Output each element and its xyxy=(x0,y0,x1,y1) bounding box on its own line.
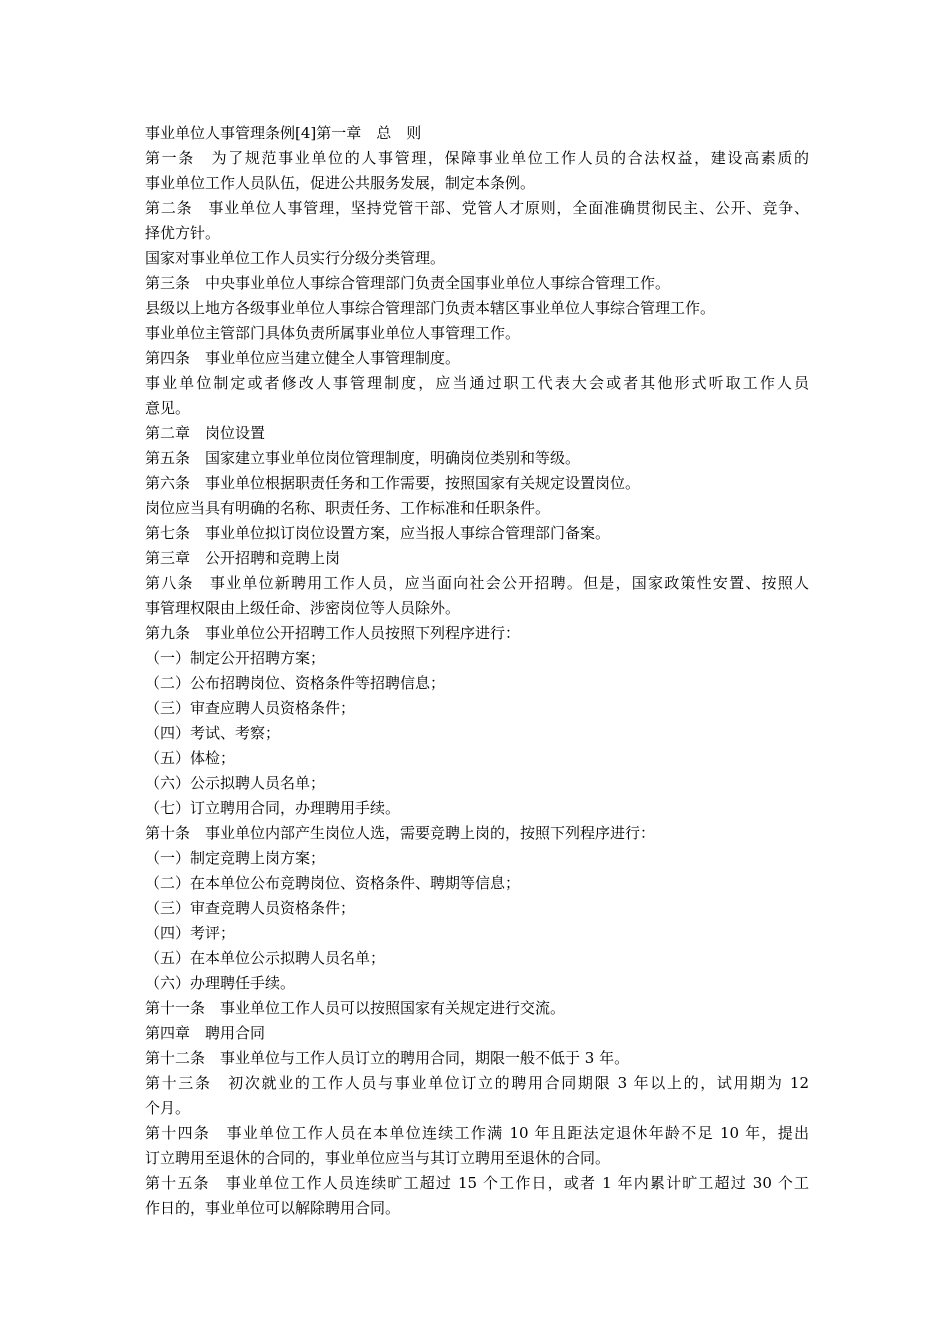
text-line: 第十三条 初次就业的工作人员与事业单位订立的聘用合同期限 3 年以上的，试用期为 12 xyxy=(145,1074,809,1092)
text-line: 择优方针。 xyxy=(145,224,221,242)
text-line: 第二章 岗位设置 xyxy=(145,424,266,442)
text-line: 第十一条 事业单位工作人员可以按照国家有关规定进行交流。 xyxy=(145,999,566,1017)
text-line: 第十五条 事业单位工作人员连续旷工超过 15 个工作日，或者 1 年内累计旷工超过 30 个工 xyxy=(145,1174,809,1192)
text-line: 第八条 事业单位新聘用工作人员，应当面向社会公开招聘。但是，国家政策性安置、按照人 xyxy=(145,574,809,592)
text-line: 第四章 聘用合同 xyxy=(145,1024,266,1042)
text-line: 第三条 中央事业单位人事综合管理部门负责全国事业单位人事综合管理工作。 xyxy=(145,274,671,292)
document-page xyxy=(145,121,809,1221)
text-line: 事业单位工作人员队伍，促进公共服务发展，制定本条例。 xyxy=(145,174,536,192)
text-line: 事管理权限由上级任命、涉密岗位等人员除外。 xyxy=(145,599,461,617)
text-line: 第四条 事业单位应当建立健全人事管理制度。 xyxy=(145,349,461,367)
text-line: 事业单位制定或者修改人事管理制度，应当通过职工代表大会或者其他形式听取工作人员 xyxy=(145,374,809,392)
text-line: 第九条 事业单位公开招聘工作人员按照下列程序进行： xyxy=(145,624,521,642)
text-line: 个月。 xyxy=(145,1099,191,1117)
text-line: 第三章 公开招聘和竞聘上岗 xyxy=(145,549,341,567)
text-line: 事业单位人事管理条例[4]第一章 总 则 xyxy=(145,124,422,142)
text-line: 意见。 xyxy=(145,399,191,417)
text-line: （三）审查竞聘人员资格条件； xyxy=(145,899,356,917)
text-line: 岗位应当具有明确的名称、职责任务、工作标准和任职条件。 xyxy=(145,499,551,517)
text-line: 国家对事业单位工作人员实行分级分类管理。 xyxy=(145,249,446,267)
text-line: 县级以上地方各级事业单位人事综合管理部门负责本辖区事业单位人事综合管理工作。 xyxy=(145,299,716,317)
text-line: 第一条 为了规范事业单位的人事管理，保障事业单位工作人员的合法权益，建设高素质的 xyxy=(145,149,809,167)
text-line: （七）订立聘用合同，办理聘用手续。 xyxy=(145,799,401,817)
text-line: （一）制定竞聘上岗方案； xyxy=(145,849,326,867)
text-line: （六）公示拟聘人员名单； xyxy=(145,774,326,792)
text-line: 第五条 国家建立事业单位岗位管理制度，明确岗位类别和等级。 xyxy=(145,449,581,467)
text-line: （三）审查应聘人员资格条件； xyxy=(145,699,356,717)
text-line: （五）体检； xyxy=(145,749,236,767)
text-line: 第十四条 事业单位工作人员在本单位连续工作满 10 年且距法定退休年龄不足 10 年，提出 xyxy=(145,1124,809,1142)
text-line: 事业单位主管部门具体负责所属事业单位人事管理工作。 xyxy=(145,324,521,342)
text-line: 第七条 事业单位拟订岗位设置方案，应当报人事综合管理部门备案。 xyxy=(145,524,611,542)
text-line: （四）考试、考察； xyxy=(145,724,281,742)
text-line: （二）公布招聘岗位、资格条件等招聘信息； xyxy=(145,674,446,692)
text-line: （六）办理聘任手续。 xyxy=(145,974,296,992)
text-line: 第十条 事业单位内部产生岗位人选，需要竞聘上岗的，按照下列程序进行： xyxy=(145,824,656,842)
text-line: （一）制定公开招聘方案； xyxy=(145,649,326,667)
text-line: （四）考评； xyxy=(145,924,236,942)
text-line: （五）在本单位公示拟聘人员名单； xyxy=(145,949,386,967)
text-line: 作日的，事业单位可以解除聘用合同。 xyxy=(145,1199,401,1217)
text-line: 第十二条 事业单位与工作人员订立的聘用合同，期限一般不低于 3 年。 xyxy=(145,1049,630,1067)
text-line: 第二条 事业单位人事管理，坚持党管干部、党管人才原则，全面准确贯彻民主、公开、竞争、 xyxy=(145,199,809,217)
text-line: 订立聘用至退休的合同的，事业单位应当与其订立聘用至退休的合同。 xyxy=(145,1149,611,1167)
text-line: 第六条 事业单位根据职责任务和工作需要，按照国家有关规定设置岗位。 xyxy=(145,474,641,492)
text-line: （二）在本单位公布竞聘岗位、资格条件、聘期等信息； xyxy=(145,874,521,892)
